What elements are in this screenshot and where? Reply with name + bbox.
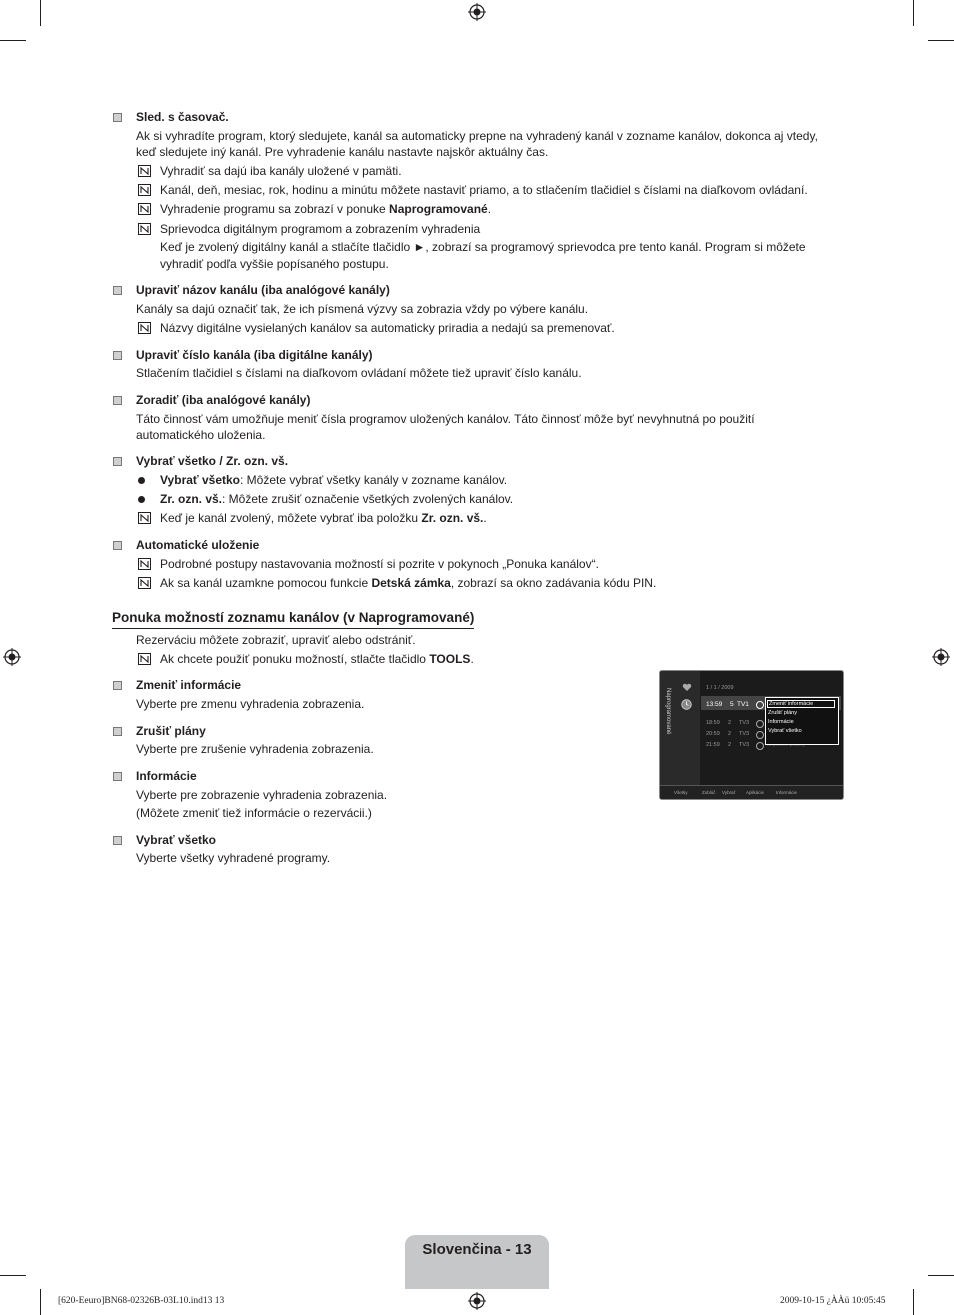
- tv-row-num: 2: [728, 720, 732, 726]
- tv-row-channel: TV3: [739, 731, 750, 737]
- bullet-square-icon: [113, 772, 122, 781]
- note-text: [160, 651, 474, 667]
- registration-mark-icon: [3, 648, 21, 666]
- item-heading: Sled. s časovač.: [136, 110, 229, 124]
- body-text: (Môžete zmeniť tiež informácie o rezervácii.): [136, 806, 372, 820]
- note-text-bold: TOOLS: [429, 652, 471, 666]
- body-text: Vyberte pre zobrazenie vyhradenia zobrazenia.: [136, 788, 388, 802]
- bullet-square-icon: [113, 113, 122, 122]
- bullet-square-icon: [113, 727, 122, 736]
- registration-mark-icon: [468, 3, 486, 21]
- print-slug-left: [620-Eeuro]BN68-02326B-03L10.ind13 13: [58, 1296, 225, 1306]
- bullet-text: [160, 472, 507, 488]
- tv-row-channel: TV3: [739, 720, 750, 726]
- note-text: Sprievodca digitálnym programom a zobrazením vyhradenia: [160, 222, 481, 236]
- print-slug-right: 2009-10-15 ¿ÀÀü 10:05:45: [780, 1296, 886, 1306]
- body-text: Vyberte pre zrušenie vyhradenia zobrazenia.: [136, 742, 374, 756]
- body-text: Rezerváciu môžete zobraziť, upraviť alebo odstrániť.: [136, 633, 416, 647]
- bullet-text-part: : Môžete zrušiť označenie všetkých zvolených kanálov.: [222, 492, 514, 506]
- note-icon: [138, 577, 151, 589]
- note-icon: [138, 558, 151, 570]
- body-text: Ak si vyhradíte program, ktorý sledujete, kanál sa automaticky prepne na vyhradený kanál v zozname kanálov, dokonca aj vtedy,: [136, 129, 818, 143]
- crop-mark: [40, 1289, 41, 1315]
- note-text-part: , zobrazí sa okno zadávania kódu PIN.: [450, 576, 657, 590]
- tv-menu-item-active[interactable]: Zmeniť informácie: [767, 700, 835, 708]
- note-text: Keď je zvolený digitálny kanál a stlačíte tlačidlo ►, zobrazí sa programový sprievodca pre tento kanál. Program si môžete: [160, 240, 806, 254]
- bullet-square-icon: [113, 351, 122, 360]
- tv-side-title: Naprogramované: [665, 688, 671, 735]
- note-icon: [138, 322, 151, 334]
- tv-row-channel: TV1: [737, 701, 749, 708]
- note-text-part: Keď je kanál zvolený, môžete vybrať iba položku: [160, 511, 422, 525]
- bullet-square-icon: [113, 286, 122, 295]
- tv-bar-mode: Všetky: [674, 790, 688, 795]
- body-text: Kanály sa dajú označiť tak, že ich písmená výzvy sa zobrazia vždy po výbere kanálu.: [136, 302, 589, 316]
- tv-clock-icon: [756, 742, 764, 750]
- item-heading: Zrušiť plány: [136, 724, 206, 738]
- note-text: [160, 201, 491, 217]
- tv-bar-label: Zoblúč: [702, 790, 716, 795]
- item-heading: Automatické uloženie: [136, 538, 260, 552]
- item-heading: Zmeniť informácie: [136, 678, 242, 692]
- bullet-text-bold: Zr. ozn. vš.: [160, 492, 223, 506]
- registration-mark-icon: [468, 1292, 486, 1310]
- note-text: [160, 510, 487, 526]
- bullet-square-icon: [113, 541, 122, 550]
- tv-row-num: 5: [730, 701, 734, 708]
- crop-mark: [40, 0, 41, 26]
- tv-row-time: 21:59: [706, 742, 720, 748]
- body-text: Vyberte všetky vyhradené programy.: [136, 851, 331, 865]
- bullet-square-icon: [113, 396, 122, 405]
- note-text: Kanál, deň, mesiac, rok, hodinu a minútu môžete nastaviť priamo, a to stlačením tlačidiel s číslami na diaľkovom ovládaní.: [160, 183, 808, 197]
- page-number: Slovenčina - 13: [422, 1241, 532, 1258]
- bullet-square-icon: [113, 836, 122, 845]
- item-heading: Vybrať všetko: [136, 833, 217, 847]
- tv-bar-label: Informácie: [776, 790, 798, 795]
- tv-row-num: 2: [728, 742, 732, 748]
- note-icon: [138, 512, 151, 524]
- tv-bar-label: Aplikácie: [746, 790, 765, 795]
- tv-row-num: 2: [728, 731, 732, 737]
- note-icon: [138, 203, 151, 215]
- note-text: Podrobné postupy nastavovania možností si pozrite v pokynoch „Ponuka kanálov“.: [160, 557, 599, 571]
- tv-menu-item[interactable]: Zrušiť plány: [768, 710, 797, 716]
- bullet-square-icon: [113, 681, 122, 690]
- crop-mark: [913, 1289, 914, 1315]
- note-text-bold: Zr. ozn. vš.: [421, 511, 484, 525]
- tv-row-time: 13:59: [706, 701, 723, 708]
- tv-bar-label: Vybrať: [722, 790, 736, 795]
- tv-screenshot: [659, 670, 844, 800]
- item-heading: Upraviť číslo kanála (iba digitálne kanály): [136, 348, 373, 362]
- note-text-bold: Detská zámka: [371, 576, 451, 590]
- tv-date: 1 / 1 / 2009: [706, 685, 734, 691]
- bullet-text-bold: Vybrať všetko: [160, 473, 241, 487]
- item-heading: Upraviť názov kanálu (iba analógové kanály): [136, 283, 390, 297]
- crop-mark: [0, 40, 26, 41]
- tv-clock-icon: [756, 701, 764, 709]
- tv-clock-icon: [756, 720, 764, 728]
- tv-row-time: 18:59: [706, 720, 720, 726]
- registration-mark-icon: [932, 648, 950, 666]
- bullet-dot-icon: [138, 477, 145, 484]
- heart-icon: [682, 683, 692, 692]
- note-icon: [138, 184, 151, 196]
- body-text: Táto činnosť vám umožňuje meniť čísla programov uložených kanálov. Táto činnosť môže byť nevyhnutná po použití: [136, 412, 755, 426]
- item-heading: Informácie: [136, 769, 197, 783]
- bullet-square-icon: [113, 457, 122, 466]
- body-text: automatického uloženia.: [136, 428, 266, 442]
- note-text-bold: Naprogramované: [389, 202, 488, 216]
- note-icon: [138, 165, 151, 177]
- bullet-text-part: : Môžete vybrať všetky kanály v zozname kanálov.: [240, 473, 508, 487]
- crop-mark: [913, 0, 914, 26]
- tv-menu-item[interactable]: Informácie: [768, 719, 794, 725]
- note-text: Vyhradiť sa dajú iba kanály uložené v pamäti.: [160, 164, 402, 178]
- crop-mark: [928, 40, 954, 41]
- note-text: vyhradiť podľa vyššie popísaného postupu.: [160, 257, 389, 271]
- body-text: Stlačením tlačidiel s číslami na diaľkovom ovládaní môžete tiež upraviť číslo kanálu.: [136, 366, 582, 380]
- item-heading: Zoradiť (iba analógové kanály): [136, 393, 311, 407]
- bullet-text: [160, 491, 513, 507]
- note-text-part: .: [483, 511, 487, 525]
- tv-row-time: 20:59: [706, 731, 720, 737]
- tv-clock-icon: [756, 731, 764, 739]
- note-text: [160, 575, 656, 591]
- tv-button-bar: [660, 785, 843, 800]
- tv-row-channel: TV3: [739, 742, 750, 748]
- note-icon: [138, 653, 151, 665]
- item-heading: Vybrať všetko / Zr. ozn. vš.: [136, 454, 289, 468]
- note-text: Názvy digitálne vysielaných kanálov sa automaticky priradia a nedajú sa premenovať.: [160, 321, 615, 335]
- bullet-dot-icon: [138, 496, 145, 503]
- note-text-part: .: [487, 202, 492, 216]
- body-text: keď sledujete iný kanál. Pre vyhradenie kanálu nastavte najskôr aktuálny čas.: [136, 145, 549, 159]
- tv-options-menu[interactable]: [765, 697, 839, 745]
- clock-icon: [681, 699, 692, 710]
- crop-mark: [928, 1275, 954, 1276]
- note-text-part: Ak chcete použiť ponuku možností, stlačte tlačidlo: [160, 652, 430, 666]
- tv-menu-item[interactable]: Vybrať všetko: [768, 728, 802, 734]
- body-text: Vyberte pre zmenu vyhradenia zobrazenia.: [136, 697, 365, 711]
- note-icon: [138, 223, 151, 235]
- note-text-part: Ak sa kanál uzamkne pomocou funkcie: [160, 576, 372, 590]
- crop-mark: [0, 1275, 26, 1276]
- note-text-part: .: [470, 652, 474, 666]
- note-text-part: Vyhradenie programu sa zobrazí v ponuke: [160, 202, 390, 216]
- section-heading: Ponuka možností zoznamu kanálov (v Naprogramované): [112, 609, 474, 629]
